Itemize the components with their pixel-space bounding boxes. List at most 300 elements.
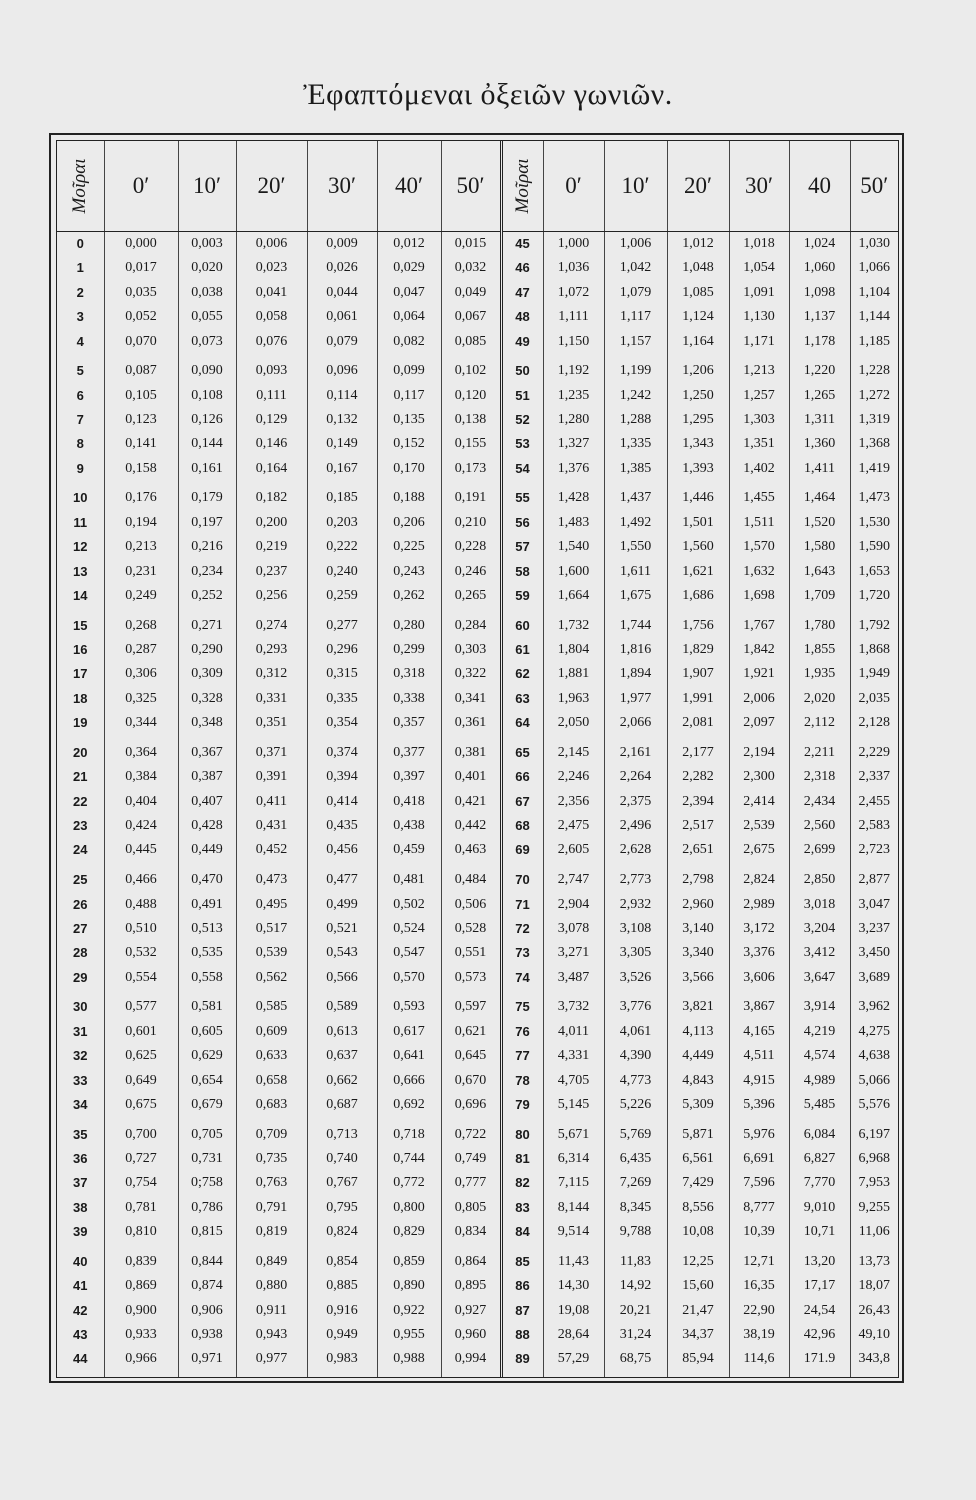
degree-label: 33 (73, 1072, 88, 1088)
tangent-value: 0,152 (393, 436, 425, 452)
minutes-header: 30′ (307, 141, 377, 232)
degree-label: 20 (73, 744, 88, 760)
tangent-value: 7,770 (803, 1175, 836, 1191)
tangent-value: 0,338 (393, 690, 425, 706)
tangent-value: 2,798 (682, 872, 714, 888)
tangent-value: 1,907 (682, 666, 714, 682)
value-column (789, 868, 850, 995)
tangent-value: 0,105 (125, 387, 157, 403)
tangent-value: 0,506 (454, 896, 487, 912)
tangent-value: 0,418 (393, 793, 425, 809)
tangent-value: 0,675 (125, 1096, 157, 1112)
degree-label: 39 (73, 1224, 88, 1240)
tangent-value: 1,501 (682, 514, 714, 530)
tangent-value: 3,821 (682, 999, 714, 1015)
value-column (441, 995, 501, 1122)
tangent-value: 0,424 (125, 818, 157, 834)
value-column (307, 232, 377, 360)
tangent-value: 0,943 (255, 1326, 288, 1342)
tangent-value: 6,314 (557, 1150, 590, 1166)
tangent-value: 1,767 (743, 617, 775, 633)
tangent-value: 1,157 (619, 333, 652, 349)
tangent-value: 5,976 (743, 1126, 775, 1142)
tangent-value: 0,061 (326, 309, 358, 325)
tangent-value: 0,197 (191, 514, 223, 530)
value-column (729, 486, 789, 613)
value-column (104, 1123, 178, 1250)
tangent-value: 1,085 (682, 284, 714, 300)
value-column (441, 868, 501, 995)
tangent-value: 0,442 (454, 818, 487, 834)
tangent-value: 2,675 (743, 842, 775, 858)
degree-label: 85 (515, 1253, 530, 1269)
tangent-value: 1,570 (743, 539, 775, 555)
degree-label: 51 (515, 387, 530, 403)
tangent-value: 0,754 (125, 1175, 157, 1191)
tangent-value: 0,633 (255, 1048, 288, 1064)
tangent-value: 0,090 (191, 363, 223, 379)
minutes-header: 10′ (604, 141, 667, 232)
tangent-value: 0,252 (191, 588, 223, 604)
minutes-header: 20′ (667, 141, 729, 232)
degree-label: 48 (515, 309, 530, 325)
value-column (104, 232, 178, 360)
tangent-value: 2,020 (803, 690, 836, 706)
degree-label: 80 (515, 1126, 530, 1142)
degree-label: 69 (515, 842, 530, 858)
tangent-value: 0,645 (454, 1048, 487, 1064)
tangent-value: 3,237 (858, 920, 890, 936)
tangent-value: 0,977 (255, 1351, 288, 1367)
tangent-value: 0,206 (393, 514, 425, 530)
tangent-value: 1,235 (557, 387, 590, 403)
degree-label: 37 (73, 1175, 88, 1191)
tangent-value: 5,309 (682, 1096, 714, 1112)
value-column (441, 1123, 501, 1250)
tangent-value: 1,144 (858, 309, 890, 325)
tangent-value: 0,679 (191, 1096, 223, 1112)
tangent-value: 4,275 (858, 1023, 890, 1039)
tangent-value: 0,470 (191, 872, 223, 888)
tangent-value: 0,377 (393, 744, 425, 760)
tangent-value: 14,30 (557, 1278, 590, 1294)
tangent-value: 13,20 (803, 1253, 836, 1269)
tangent-value: 0,554 (125, 969, 157, 985)
tangent-value: 0,641 (393, 1048, 425, 1064)
value-column (789, 741, 850, 868)
tangent-value: 3,172 (743, 920, 775, 936)
value-column (543, 995, 604, 1122)
tangent-value: 0,328 (191, 690, 223, 706)
tangent-value: 0,786 (191, 1199, 223, 1215)
row-group (57, 614, 898, 741)
tangent-value: 0,585 (255, 999, 288, 1015)
tangent-value: 0,243 (393, 563, 425, 579)
value-column (543, 614, 604, 741)
tangent-value: 0,532 (125, 945, 157, 961)
tangent-value: 0,566 (326, 969, 358, 985)
tangent-value: 10,71 (803, 1224, 836, 1240)
tangent-value: 8,345 (619, 1199, 652, 1215)
tangent-value: 0,361 (454, 715, 487, 731)
degree-label: 9 (76, 460, 84, 476)
tangent-value: 2,006 (743, 690, 775, 706)
value-column (667, 1123, 729, 1250)
tangent-value: 2,434 (803, 793, 836, 809)
tangent-value: 1,664 (557, 588, 590, 604)
degree-label: 36 (73, 1150, 88, 1166)
tangent-value: 1,511 (743, 514, 775, 530)
tangent-value: 3,566 (682, 969, 714, 985)
degree-label: 12 (73, 539, 88, 555)
tangent-value: 2,177 (682, 744, 714, 760)
tangent-value: 0,547 (393, 945, 425, 961)
tangent-value: 0,625 (125, 1048, 157, 1064)
tangent-value: 1,560 (682, 539, 714, 555)
tangent-value: 0,815 (191, 1224, 223, 1240)
value-column (667, 1250, 729, 1377)
tangent-value: 0,200 (255, 514, 288, 530)
tangent-value: 9,255 (858, 1199, 890, 1215)
tangent-value: 0,722 (454, 1126, 487, 1142)
degree-label: 54 (515, 460, 530, 476)
tangent-value: 0,431 (255, 818, 288, 834)
tangent-value: 0,020 (191, 260, 223, 276)
tangent-value: 2,097 (743, 715, 775, 731)
value-column (604, 1250, 667, 1377)
tangent-value: 1,124 (682, 309, 714, 325)
degree-label: 57 (515, 539, 530, 555)
tangent-value: 1,272 (858, 387, 890, 403)
tangent-value: 0,052 (125, 309, 157, 325)
tangent-value: 1,455 (743, 490, 775, 506)
tangent-value: 0,237 (255, 563, 288, 579)
tangent-value: 9,010 (803, 1199, 836, 1215)
tangent-value: 1,192 (557, 363, 590, 379)
value-column (604, 232, 667, 360)
degree-label: 4 (76, 333, 84, 349)
tangent-value: 1,550 (619, 539, 652, 555)
tangent-value: 0,102 (454, 363, 487, 379)
tangent-value: 0,387 (191, 769, 223, 785)
tangent-value: 0,955 (393, 1326, 425, 1342)
tangent-value: 0,194 (125, 514, 157, 530)
tangent-value: 1,360 (803, 436, 836, 452)
tangent-value: 0,709 (255, 1126, 288, 1142)
tangent-value: 1,792 (858, 617, 890, 633)
tangent-value: 1,744 (619, 617, 652, 633)
value-column (543, 1123, 604, 1250)
degree-label: 52 (515, 412, 530, 428)
tangent-value: 0,191 (454, 490, 487, 506)
tangent-value: 1,104 (858, 284, 890, 300)
value-column (236, 232, 307, 360)
degree-label: 72 (515, 920, 530, 936)
tangent-value: 0,038 (191, 284, 223, 300)
tangent-value: 0,138 (454, 412, 487, 428)
value-column (307, 1123, 377, 1250)
tangent-value: 0,749 (454, 1150, 487, 1166)
tangent-value: 1,393 (682, 460, 714, 476)
tangent-value: 3,914 (803, 999, 836, 1015)
tangent-value: 8,144 (557, 1199, 590, 1215)
tangent-value: 1,621 (682, 563, 714, 579)
tangent-value: 2,128 (858, 715, 890, 731)
tangent-value: 0,916 (326, 1302, 358, 1318)
tangent-value: 0,108 (191, 387, 223, 403)
tangent-value: 2,989 (743, 896, 775, 912)
tangent-value: 0,126 (191, 412, 223, 428)
degree-label: 67 (515, 793, 530, 809)
tangent-value: 2,194 (743, 744, 775, 760)
tangent-value: 4,638 (858, 1048, 890, 1064)
page-title: Ἐφαπτόμεναι ὀξειῶν γωνιῶν. (303, 78, 673, 111)
tangent-value: 0,829 (393, 1224, 425, 1240)
tangent-value: 0,705 (191, 1126, 223, 1142)
tangent-value: 0,772 (393, 1175, 425, 1191)
minutes-header: 40′ (377, 141, 441, 232)
tangent-value: 0,551 (454, 945, 487, 961)
tangent-value: 0,000 (125, 236, 157, 251)
tangent-value: 0,629 (191, 1048, 223, 1064)
tangent-value: 11,43 (558, 1253, 589, 1269)
tangent-value: 8,777 (743, 1199, 775, 1215)
tangent-value: 1,921 (743, 666, 775, 682)
degree-label: 47 (515, 284, 530, 300)
tangent-value: 1,842 (743, 642, 775, 658)
value-column (543, 232, 604, 360)
tangent-value: 3,018 (803, 896, 836, 912)
tangent-value: 0,231 (125, 563, 157, 579)
value-column (604, 359, 667, 486)
minutes-header: 40 (789, 141, 850, 232)
tangent-value: 0,049 (454, 284, 487, 300)
degree-label: 81 (515, 1150, 530, 1166)
tangent-value: 0,185 (326, 490, 358, 506)
value-column (178, 868, 236, 995)
value-column (377, 995, 441, 1122)
tangent-value: 0,132 (326, 412, 358, 428)
tangent-value: 1,091 (743, 284, 775, 300)
tangent-value: 4,331 (557, 1048, 590, 1064)
value-column (236, 614, 307, 741)
degree-label: 34 (73, 1096, 88, 1112)
tangent-value: 3,867 (743, 999, 775, 1015)
tangent-value: 3,606 (743, 969, 775, 985)
tangent-value: 0,869 (125, 1278, 157, 1294)
degree-label: 60 (515, 617, 530, 633)
degree-label: 74 (515, 969, 530, 985)
tangent-value: 0,041 (255, 284, 288, 300)
value-column (377, 868, 441, 995)
tangent-value: 0,763 (255, 1175, 288, 1191)
tangent-value: 2,824 (743, 872, 775, 888)
tangent-value: 1,303 (743, 412, 775, 428)
degree-label: 6 (76, 387, 84, 403)
tangent-value: 0,539 (255, 945, 288, 961)
tangent-value: 0,384 (125, 769, 157, 785)
degree-label: 7 (76, 412, 84, 428)
tangent-value: 1,829 (682, 642, 714, 658)
degree-column (57, 359, 104, 486)
tangent-value: 1,483 (557, 514, 590, 530)
tangent-value: 0,228 (454, 539, 487, 555)
tangent-value: 0,085 (454, 333, 487, 349)
tangent-value: 0,696 (454, 1096, 487, 1112)
value-column (307, 486, 377, 613)
tangent-value: 2,773 (619, 872, 652, 888)
tangent-value: 0,331 (255, 690, 288, 706)
tangent-value: 9,514 (557, 1224, 590, 1240)
tangent-value: 0,096 (326, 363, 358, 379)
tangent-value: 0,123 (125, 412, 157, 428)
tangent-value: 0,158 (125, 460, 157, 476)
tangent-value: 1,881 (557, 666, 590, 682)
tangent-value: 49,10 (858, 1326, 890, 1342)
tangent-value: 1,351 (743, 436, 775, 452)
tangent-value: 0,023 (255, 260, 288, 276)
value-column (604, 486, 667, 613)
tangent-value: 0,351 (255, 715, 288, 731)
tangent-value: 0,839 (125, 1253, 157, 1269)
tangent-value: 1,540 (557, 539, 590, 555)
tangent-value: 1,977 (619, 690, 652, 706)
tangent-value: 1,419 (858, 460, 890, 476)
tangent-value: 0,354 (326, 715, 358, 731)
tangent-value: 0,597 (454, 999, 487, 1015)
tangent-value: 1,473 (858, 490, 890, 506)
degree-label: 29 (73, 969, 88, 985)
value-column (729, 1250, 789, 1377)
tangent-value: 0,613 (326, 1023, 358, 1039)
tangent-value: 9,788 (619, 1224, 652, 1240)
tangent-value: 0,203 (326, 514, 358, 530)
tangent-value: 0,093 (255, 363, 288, 379)
tangent-value: 0,510 (125, 920, 157, 936)
degree-label: 24 (73, 842, 88, 858)
tangent-value: 0,414 (326, 793, 358, 809)
tangent-value: 0,605 (191, 1023, 223, 1039)
tangent-value: 0,012 (393, 236, 425, 251)
tangent-value: 2,960 (682, 896, 714, 912)
tangent-value: 0,397 (393, 769, 425, 785)
tangent-value: 3,526 (619, 969, 652, 985)
tangent-value: 3,647 (803, 969, 836, 985)
tangent-value: 0,129 (255, 412, 288, 428)
degree-label: 30 (73, 999, 88, 1015)
tangent-value: 2,081 (682, 715, 714, 731)
tangent-value: 4,113 (682, 1023, 714, 1039)
degree-label: 28 (73, 945, 88, 961)
tangent-value: 4,989 (803, 1072, 836, 1088)
tangent-value: 85,94 (682, 1351, 714, 1367)
degree-label: 62 (515, 666, 530, 682)
degree-label: 53 (515, 436, 530, 452)
degree-label: 89 (515, 1351, 530, 1367)
tangent-value: 22,90 (743, 1302, 775, 1318)
row-group (57, 1250, 898, 1377)
tangent-value: 0,262 (393, 588, 425, 604)
tangent-value: 2,583 (858, 818, 890, 834)
tangent-value: 3,376 (743, 945, 775, 961)
degree-label: 84 (515, 1224, 530, 1240)
tangent-value: 0,637 (326, 1048, 358, 1064)
tangent-value: 1,675 (619, 588, 652, 604)
tangent-value: 0,859 (393, 1253, 425, 1269)
tangent-value: 10,39 (743, 1224, 775, 1240)
tangent-value: 0,296 (326, 642, 358, 658)
tangent-value: 0,058 (255, 309, 288, 325)
value-column (441, 232, 501, 360)
minutes-header: 0′ (104, 141, 178, 232)
tangent-value: 1,150 (557, 333, 590, 349)
tangent-value: 0,438 (393, 818, 425, 834)
value-column (729, 232, 789, 360)
degree-column (501, 1250, 543, 1377)
tangent-value: 0,740 (326, 1150, 358, 1166)
tangent-value: 17,17 (803, 1278, 836, 1294)
degree-label: 75 (515, 999, 530, 1015)
tangent-value: 0,777 (454, 1175, 487, 1191)
tangent-value: 0,700 (125, 1126, 157, 1142)
degree-label: 41 (73, 1278, 88, 1294)
tangent-value: 1,000 (557, 236, 590, 251)
tangent-value: 7,115 (558, 1175, 589, 1191)
tangent-value: 1,257 (743, 387, 775, 403)
tangent-value: 1,242 (619, 387, 652, 403)
tangent-value: 3,108 (619, 920, 652, 936)
tangent-value: 0,055 (191, 309, 223, 325)
value-column (377, 1250, 441, 1377)
tangent-value: 1,816 (619, 642, 652, 658)
tangent-value: 1,376 (557, 460, 590, 476)
tangent-value: 3,732 (557, 999, 590, 1015)
tangent-value: 0,543 (326, 945, 358, 961)
tangent-value: 0,120 (454, 387, 487, 403)
tangent-value: 1,327 (557, 436, 590, 452)
tangent-value: 0,114 (326, 387, 358, 403)
tangent-value: 1,006 (619, 236, 652, 251)
degree-label: 10 (73, 490, 88, 506)
value-column (377, 486, 441, 613)
tangent-value: 3,271 (557, 945, 590, 961)
tangent-value: 1,530 (858, 514, 890, 530)
tangent-value: 14,92 (619, 1278, 652, 1294)
tangent-value: 0,795 (326, 1199, 358, 1215)
tangent-value: 11,06 (858, 1224, 890, 1240)
tangent-value: 0,070 (125, 333, 157, 349)
degree-column (57, 741, 104, 868)
tangent-value: 5,226 (619, 1096, 652, 1112)
tangent-value: 0,032 (454, 260, 487, 276)
tangent-value: 0,949 (326, 1326, 358, 1342)
value-column (667, 486, 729, 613)
tangent-value: 171.9 (803, 1351, 836, 1367)
table-body (57, 232, 898, 1378)
tangent-value: 0,341 (454, 690, 487, 706)
tangent-value: 0,135 (393, 412, 425, 428)
value-column (543, 1250, 604, 1377)
tangent-value: 0,017 (125, 260, 157, 276)
tangent-value: 0,988 (393, 1351, 425, 1367)
tangent-value: 0,029 (393, 260, 425, 276)
value-column (178, 232, 236, 360)
tangent-value: 1,130 (743, 309, 775, 325)
degree-label: 71 (515, 896, 530, 912)
value-column (789, 232, 850, 360)
tangent-value: 4,011 (558, 1023, 589, 1039)
tangent-value: 1,048 (682, 260, 714, 276)
